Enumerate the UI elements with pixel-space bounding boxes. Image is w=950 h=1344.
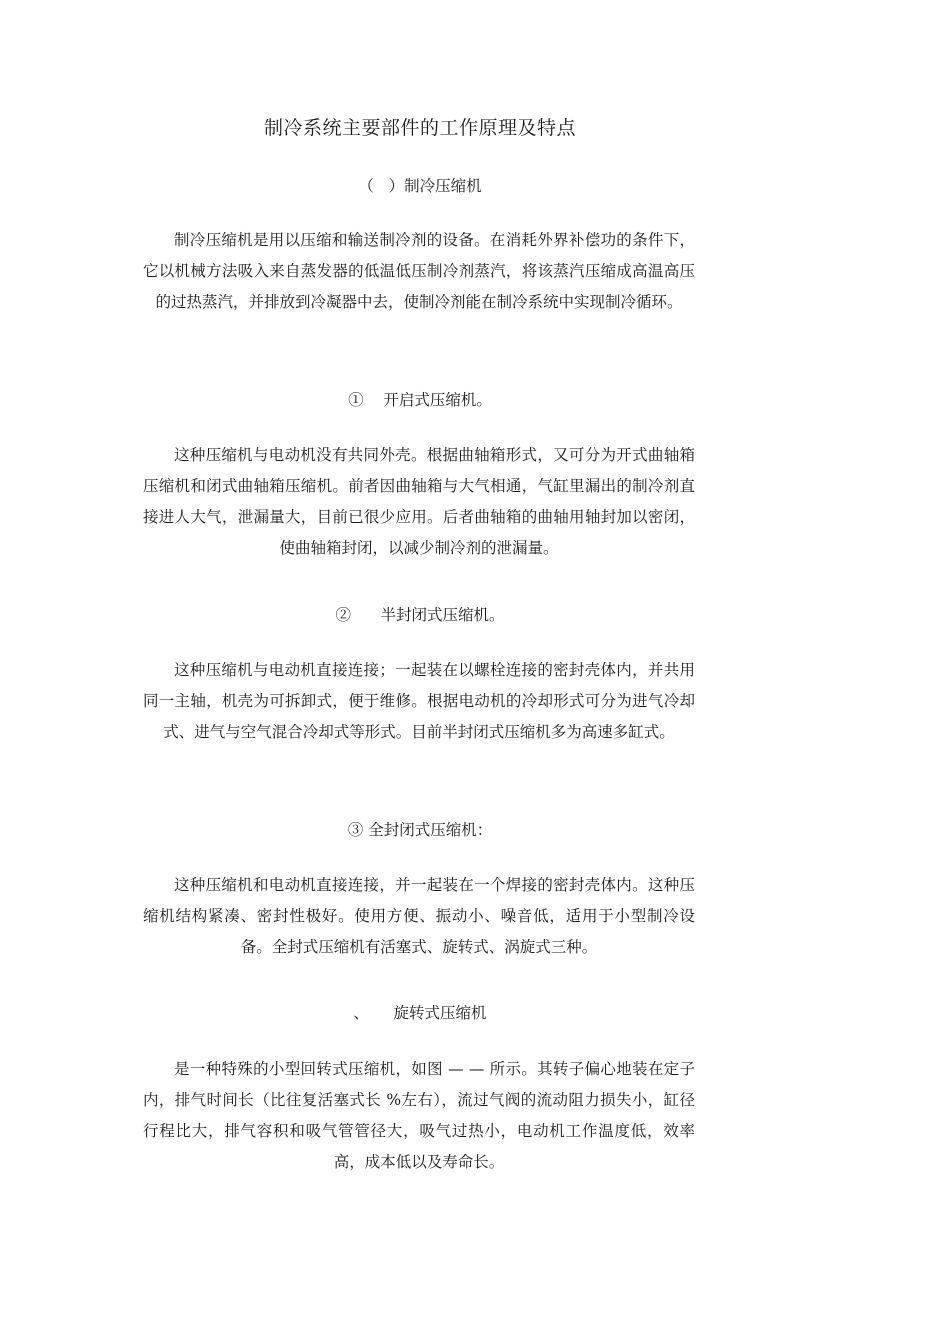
section-paragraph-semi-hermetic: 这种压缩机与电动机直接连接；一起装在以螺栓连接的密封壳体内，并共用同一主轴，机壳为可拆卸式，便于维修。根据电动机的冷却形式可分为进气冷却式、进气与空气混合冷却式等形式。目前半封闭式压缩机多为高速多缸式。 xyxy=(143,661,695,741)
section-paragraph-hermetic: 这种压缩机和电动机直接连接，并一起装在一个焊接的密封壳体内。这种压缩机结构紧凑、密封性极好。使用方便、振动小、噪音低，适用于小型制冷设备。全封式压缩机有活塞式、旋转式、涡旋式三种。 xyxy=(143,876,695,956)
section-heading-compressor: （ ）制冷压缩机 xyxy=(358,177,482,195)
section-paragraph-open-type: 这种压缩机与电动机没有共同外壳。根据曲轴箱形式，又可分为开式曲轴箱压缩机和闭式曲轴箱压缩机。前者因曲轴箱与大气相通，气缸里漏出的制冷剂直接进人大气，泄漏量大，目前已很少应用。后者曲轴箱的曲轴用轴封加以密闭，使曲轴箱封闭，以减少制冷剂的泄漏量。 xyxy=(143,446,695,557)
section-heading-rotary: 、 旋转式压缩机 xyxy=(353,1004,487,1022)
section-heading-hermetic: ③ 全封闭式压缩机： xyxy=(347,821,493,839)
section-heading-semi-hermetic: ② 半封闭式压缩机。 xyxy=(335,606,505,624)
section-heading-open-type: ① 开启式压缩机。 xyxy=(348,391,492,409)
document-title: 制冷系统主要部件的工作原理及特点 xyxy=(263,117,576,139)
section-paragraph-rotary: 是一种特殊的小型回转式压缩机，如图 — — 所示。其转子偏心地装在定子内，排气时间长（比往复活塞式长 %左右），流过气阀的流动阻力损失小，缸径行程比大，排气容积和吸气管管径大，吸气过热小，电动机工作温度低，效率高，成本低以及寿命长。 xyxy=(143,1060,695,1171)
section-paragraph-compressor: 制冷压缩机是用以压缩和输送制冷剂的设备。在消耗外界补偿功的条件下，它以机械方法吸入来自蒸发器的低温低压制冷剂蒸汽，将该蒸汽压缩成高温高压的过热蒸汽，并排放到冷凝器中去，使制冷剂能在制冷系统中实现制冷循环。 xyxy=(143,231,695,311)
